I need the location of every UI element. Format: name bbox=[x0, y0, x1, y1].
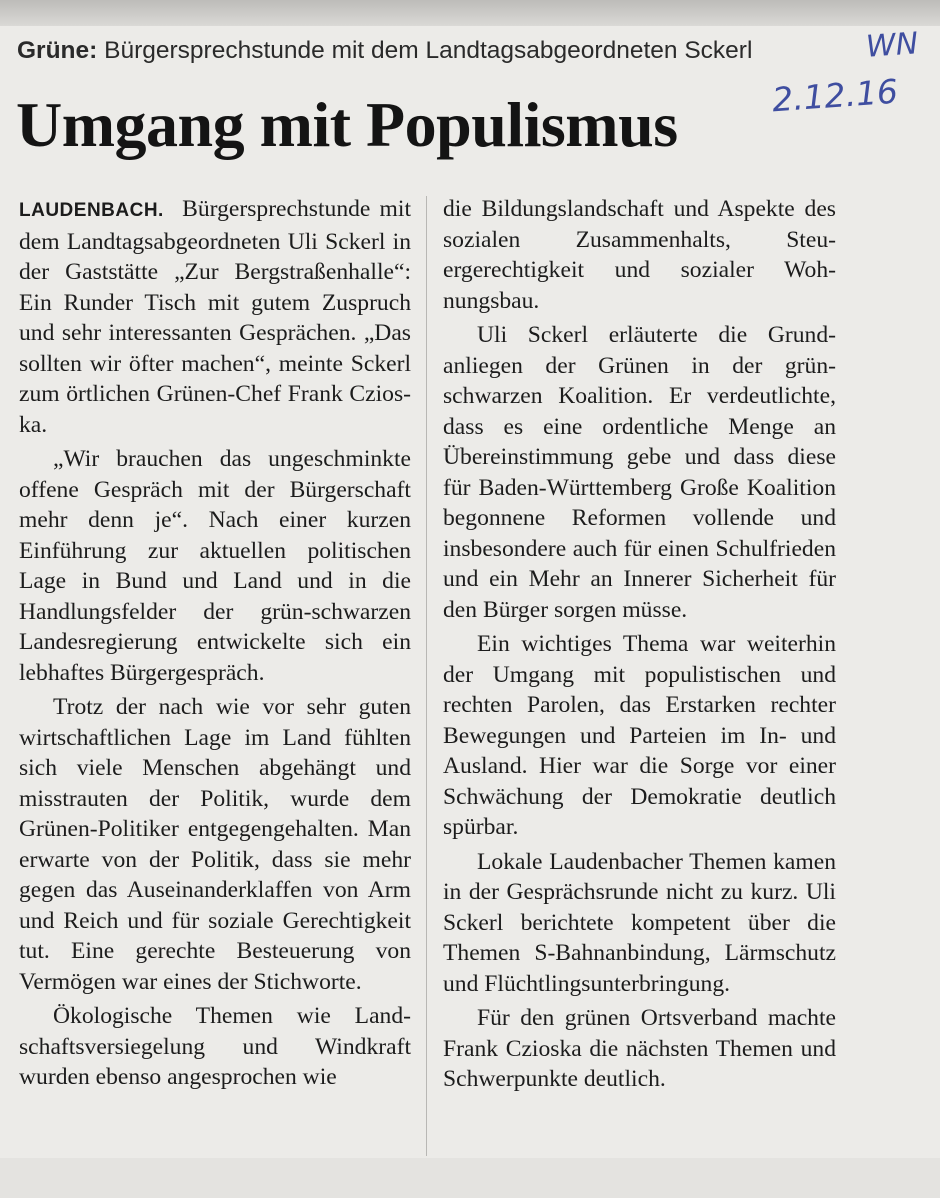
paragraph: Lokale Laudenbacher Themen kamen in der Gesprächsrunde nicht zu kurz. Uli Sckerl berichtete kompetent über die Themen S-Bahnanbindung, Lärmschutz und Flüchtlingsunterbringung. bbox=[443, 848, 836, 997]
paragraph: Für den grünen Ortsverband machte Frank Czioska die nächsten Themen und Schwerpunkte deutlich. bbox=[443, 1005, 836, 1092]
paragraph: die Bildungslandschaft und Aspekte des sozialen Zusammenhalts, Steuergerechtigkeit und sozialer Wohnungsbau. bbox=[443, 196, 836, 314]
cut-off-previous-article bbox=[0, 0, 940, 26]
article-headline: Umgang mit Populismus bbox=[16, 89, 678, 160]
kicker-label: Grüne: bbox=[17, 37, 98, 64]
paragraph: „Wir brauchen das ungeschminkte offene Gespräch mit der Bürgerschaft mehr denn je“. Nach einer kurzen Einführung zur aktuellen politischen Lage in Bund und Land und in die Handlungsfelder der grün-schwarzen Landesregierung entwickelte sich ein lebhaftes Bürgergespräch. bbox=[19, 446, 411, 686]
kicker-text: Bürgersprechstunde mit dem Landtagsabgeordneten Sckerl bbox=[104, 37, 753, 64]
column-divider bbox=[426, 196, 427, 1156]
article-column-right bbox=[443, 194, 836, 1095]
paragraph: Trotz der nach wie vor sehr guten wirtschaftlichen Lage im Land fühlten sich viele Menschen abgehängt und misstrauten der Politik, wurde dem Grünen-Politiker entgegengehalten. Man erwarte von der Politik, dass sie mehr gegen das Auseinanderklaffen von Arm und Reich und für soziale Gerechtigkeit tut. Eine gerechte Besteuerung von Vermögen war eines der Stichworte. bbox=[19, 694, 411, 995]
article-kicker bbox=[17, 36, 877, 66]
clipping-bottom-margin bbox=[0, 1158, 940, 1198]
handwritten-source-note: WN bbox=[864, 26, 920, 65]
paragraph: Ein wichtiges Thema war weiterhin der Umgang mit populistischen und rechten Parolen, das Erstarken rechter Bewegungen und Parteien im In- und Ausland. Hier war die Sorge vor einer Schwächung der Demokratie deutlich spürbar. bbox=[443, 631, 836, 840]
scan-margin bbox=[940, 0, 952, 1198]
article-column-left bbox=[19, 194, 411, 1093]
paragraph: Ökologische Themen wie Landschaftsversiegelung und Windkraft wurden ebenso angesprochen wie bbox=[19, 1003, 411, 1090]
handwritten-date-note: 2.12.16 bbox=[770, 71, 900, 120]
paragraph bbox=[19, 194, 411, 440]
dateline: LAUDENBACH. bbox=[19, 200, 164, 221]
paragraph: Uli Sckerl erläuterte die Grundanliegen der Grünen in der grünschwarzen Koalition. Er verdeutlichte, dass es eine ordentliche Menge an Übereinstimmung gebe und dass diese für Baden-Württemberg Große Koalition begonnene Reformen vollende und insbesondere auch für einen Schulfrieden und ein Mehr an Innerer Sicherheit für den Bürger sorgen müsse. bbox=[443, 322, 836, 623]
paragraph-text: Bürgersprechstunde mit dem Landtagsabgeordneten Uli Sckerl in der Gaststätte „Zur Bergstraßenhalle“: Ein Runder Tisch mit gutem Zuspruch und sehr interessanten Gesprächen. „Das sollten wir öfter machen“, meinte Sckerl zum örtlichen Grünen-Chef Frank Czioska. bbox=[19, 196, 411, 438]
